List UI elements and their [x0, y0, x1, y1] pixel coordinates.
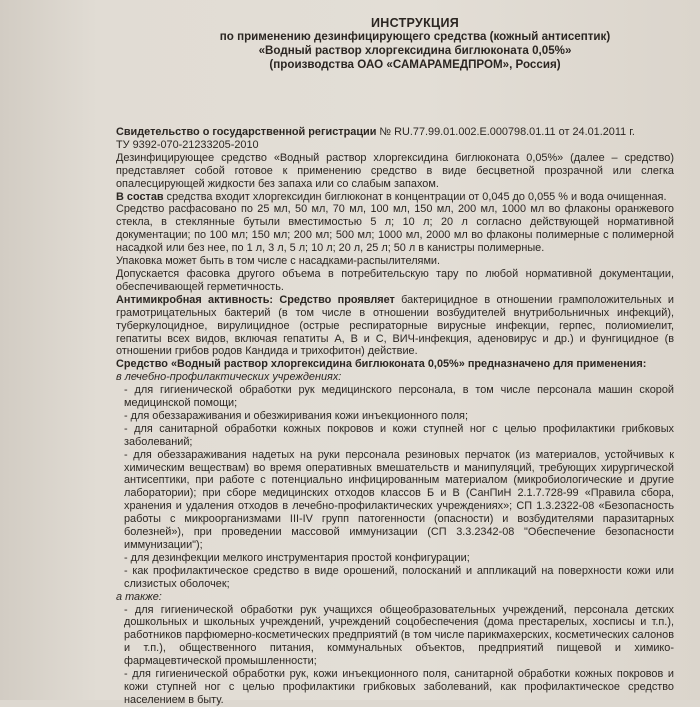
manufacturer-line: (производства ОАО «САМАРАМЕДПРОМ», Россия): [269, 58, 561, 71]
list-item: - для гигиенической обработки рук, кожи инъекционного поля, санитарной обработки кожных покровов и кожи ступней ног с целью профилактики грибковых заболеваний, как профилактическое средство населением в быту.: [124, 668, 674, 706]
packaging-alt-note: Допускается фасовка другого объема в потребительскую тару по любой нормативной документации, обеспечивающей герметичность.: [116, 267, 674, 293]
list-item: - как профилактическое средство в виде орошений, полосканий и аппликаций на поверхности кожи или слизистых оболочек;: [124, 564, 674, 590]
activity-text: бактерицидное в отношении грамположительных и грамотрицательных бактерий (в том числе в отношении возбудителей внутрибольничных инфекций), туберкулоцидное, вирулицидное (острые респираторные вирусные инфекции, герпес, полиомиелит, гепатиты всех видов, включая гепатиты А, В и С, ВИЧ-инфекция, аденовирус и др.) и фунгицидное (в отношении грибов родов Кандида и трихофитон) действие.: [116, 293, 674, 358]
list-item: - для гигиенической обработки рук учащихся общеобразовательных учреждений, персонала детских дошкольных и школьных учреждений, учреждений соцобеспечения (дома престарелых, хосписы и т.п.), работников парфюмерно-косметических предприятий (в том числе парикмахерских, косметических салонов и т.п.), общественного питания, коммунальных объектов, предприятий пищевой и химико-фармацевтической промышленности;: [124, 603, 674, 668]
document-header: [116, 16, 674, 72]
list-item: - для обеззараживания надетых на руки персонала резиновых перчаток (из материалов, устойчивых к химическим веществам) во время оперативных вмешательств и манипуляций, требующих хирургической антисептики, при работе с потенциально инфицированным материалом (микробиологические и другие лаборатории); при сборе медицинских отходов классов Б и В (СанПиН 2.1.7.728-99 «Правила сбора, хранения и удаления отходов в лечебно-профилактических учреждениях»; СП 1.3.2322-08 «Безопасность работы с микроорганизмами III-IV групп патогенности (опасности) и возбудителями паразитарных болезней»), при проведении массовой иммунизации (СП 3.3.2342-08 "Обеспечение безопасности иммунизации");: [124, 448, 674, 551]
packaging-note: Упаковка может быть в том числе с насадками-распылителями.: [116, 255, 441, 268]
composition-paragraph: [116, 191, 674, 204]
list-item: - для санитарной обработки кожных покровов и кожи ступней ног с целью профилактики грибковых заболеваний;: [124, 422, 674, 448]
composition-label: В состав: [116, 190, 164, 203]
list-item: - для гигиенической обработки рук медицинского персонала, в том числе персонала машин скорой медицинской помощи;: [124, 384, 674, 410]
purpose-heading: Средство «Водный раствор хлоргексидина биглюконата 0,05%» предназначено для применения:: [116, 358, 647, 371]
tu-number: ТУ 9392-070-21233205-2010: [116, 138, 259, 151]
activity-label: Антимикробная активность: Средство проявляет: [116, 293, 395, 306]
list-item: - для обеззараживания и обезжиривания кожи инъекционного поля;: [124, 409, 468, 422]
registration-paragraph: [116, 126, 674, 139]
packaging-paragraph: Средство расфасовано по 25 мл, 50 мл, 70 мл, 100 мл, 150 мл, 200 мл, 1000 мл во флаконы оранжевого стекла, в стеклянные бутыли вместимостью 5 л; 10 л; 20 л согласно действующей нормативной документации; по 100 мл; 150 мл; 200 мл; 500 мл; 1000 мл, 2000 мл во флаконы полимерные с полимерной насадкой или без нее, по 1 л, 3 л, 5 л; 10 л; 20 л, 25 л; 50 л в канистры полимерные.: [116, 203, 674, 255]
registration-number: № RU.77.99.01.002.Е.000798.01.11 от 24.01.2011 г.: [376, 126, 635, 138]
activity-paragraph: [116, 294, 674, 359]
list-item: - для дезинфекции мелкого инструментария простой конфигурации;: [124, 551, 470, 564]
registration-label: Свидетельство о государственной регистрации: [116, 126, 377, 138]
also-heading: а также:: [116, 590, 162, 603]
subtitle-line-1: по применению дезинфицирующего средства (кожный антисептик): [219, 30, 611, 43]
composition-text: средства входит хлоргексидин биглюконат в концентрации от 0,045 до 0,055 % и вода очищенная.: [163, 190, 667, 203]
document-body: [116, 126, 674, 707]
document-title: ИНСТРУКЦИЯ: [370, 16, 460, 30]
description-paragraph: Дезинфицирующее средство «Водный раствор хлоргексидина биглюконата 0,05%» (далее – средство) представляет собой готовое к применению средство в виде бесцветной прозрачной или слегка опалесцирующей жидкости без запаха или со слабым запахом.: [116, 151, 674, 190]
subtitle-line-2: «Водный раствор хлоргексидина биглюконата 0,05%»: [258, 44, 572, 57]
medical-institutions-heading: в лечебно-профилактических учреждениях:: [116, 371, 342, 384]
